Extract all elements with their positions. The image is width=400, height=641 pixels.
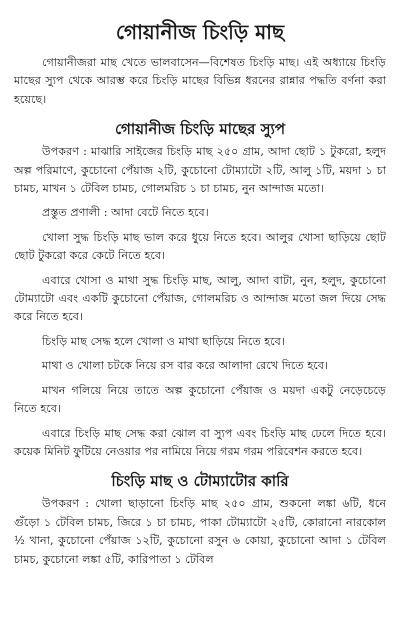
soup-step: খোলা সুদ্ধ চিংড়ি মাছ ভাল করে ধুয়ে নিতে হবে। আলুর খোসা ছাড়িয়ে ছোট ছোট টুকরো করে কেটে নিতে হবে। [14, 230, 386, 263]
soup-step: মাখন গলিয়ে নিয়ে তাতে অল্প কুচোনো পেঁয়াজ ও ময়দা একটু নেড়েচেড়ে নিতে হবে। [14, 383, 386, 416]
ingredients-label: উপকরণ : [42, 145, 87, 159]
ingredients-text: খোলা ছাড়ানো চিংড়ি মাছ ২৫০ গ্রাম, শুকনো লঙ্কা ৬টি, ধনে গুঁড়ো ১ টেবিল চামচ, জিরে ১ চা চামচ, পাকা টোম্যাটো ২৫টি, কোরানো নারকোল ½ খানা, কুচোনো পেঁয়াজ ১২টি, কুচোনো রসুন ৬ কোয়া, কুচোনো আদা ১ টেবিল চামচ, কুচোনো লঙ্কা ৫টি, কারিপাতা ১ টেবিল [14, 497, 386, 566]
method-label: প্রস্তুত প্রণালী : [42, 206, 108, 220]
method-text: আদা বেটে নিতে হবে। [111, 206, 209, 220]
page-title: গোয়ানীজ চিংড়ি মাছ [115, 20, 285, 44]
soup-step: মাথা ও খোলা চটকে নিয়ে রস বার করে আলাদা রেখে দিতে হবে। [42, 359, 328, 373]
soup-step: চিংড়ি মাছ সেদ্ধ হলে খোলা ও মাথা ছাড়িয়ে নিতে হবে। [42, 334, 285, 348]
soup-method-intro [14, 204, 386, 222]
ingredients-label: উপকরণ : [42, 497, 90, 511]
soup-step: এবারে চিংড়ি মাছ সেদ্ধ করা ঝোল বা স্যুপ এবং চিংড়ি মাছ ঢেলে দিতে হবে। কয়েক মিনিট ফুটিয়ে নেওয়ার পর নামিয়ে নিয়ে গরম গরম পরিবেশন করতে হবে। [14, 426, 386, 458]
soup-step: এবারে খোসা ও মাথা সুদ্ধ চিংড়ি মাছ, আলু, আদা বাটা, নুন, হলুদ, কুচোনো টোম্যাটো এবং একটি কুচোনো পেঁয়াজ, গোলমরিচ ও আন্দাজ মতো জল দিয়ে সেদ্ধ করে নিতে হবে। [14, 273, 386, 324]
intro-paragraph: গোয়ানীজরা মাছ খেতে ভালবাসেন—বিশেষত চিংড়ি মাছ। এই অধ্যায়ে চিংড়ি মাছের স্যুপ থেকে আরম্ভ করে চিংড়ি মাছের বিভিন্ন ধরনের রান্নার পদ্ধতি বর্ণনা করা হয়েছে। [14, 56, 386, 106]
ingredients-text: মাঝারি সাইজের চিংড়ি মাছ ২৫০ গ্রাম, আদা ছোট ১ টুকরো, হলুদ অল্প পরিমাণে, কুচোনো পেঁয়াজ ২টি, কুচোনো টোম্যাটো ২টি, আলু ১টি, ময়দা ১ চা চামচ, মাখন ১ টেবিল চামচ, গোলমরিচ ১ চা চামচ, নুন আন্দাজ মতো। [14, 145, 386, 196]
section-heading-curry: চিংড়ি মাছ ও টোম্যাটোর কারি [111, 472, 289, 491]
section-heading-soup: গোয়ানীজ চিংড়ি মাছের স্যুপ [114, 120, 286, 139]
curry-ingredients [14, 495, 386, 569]
soup-ingredients [14, 143, 386, 198]
